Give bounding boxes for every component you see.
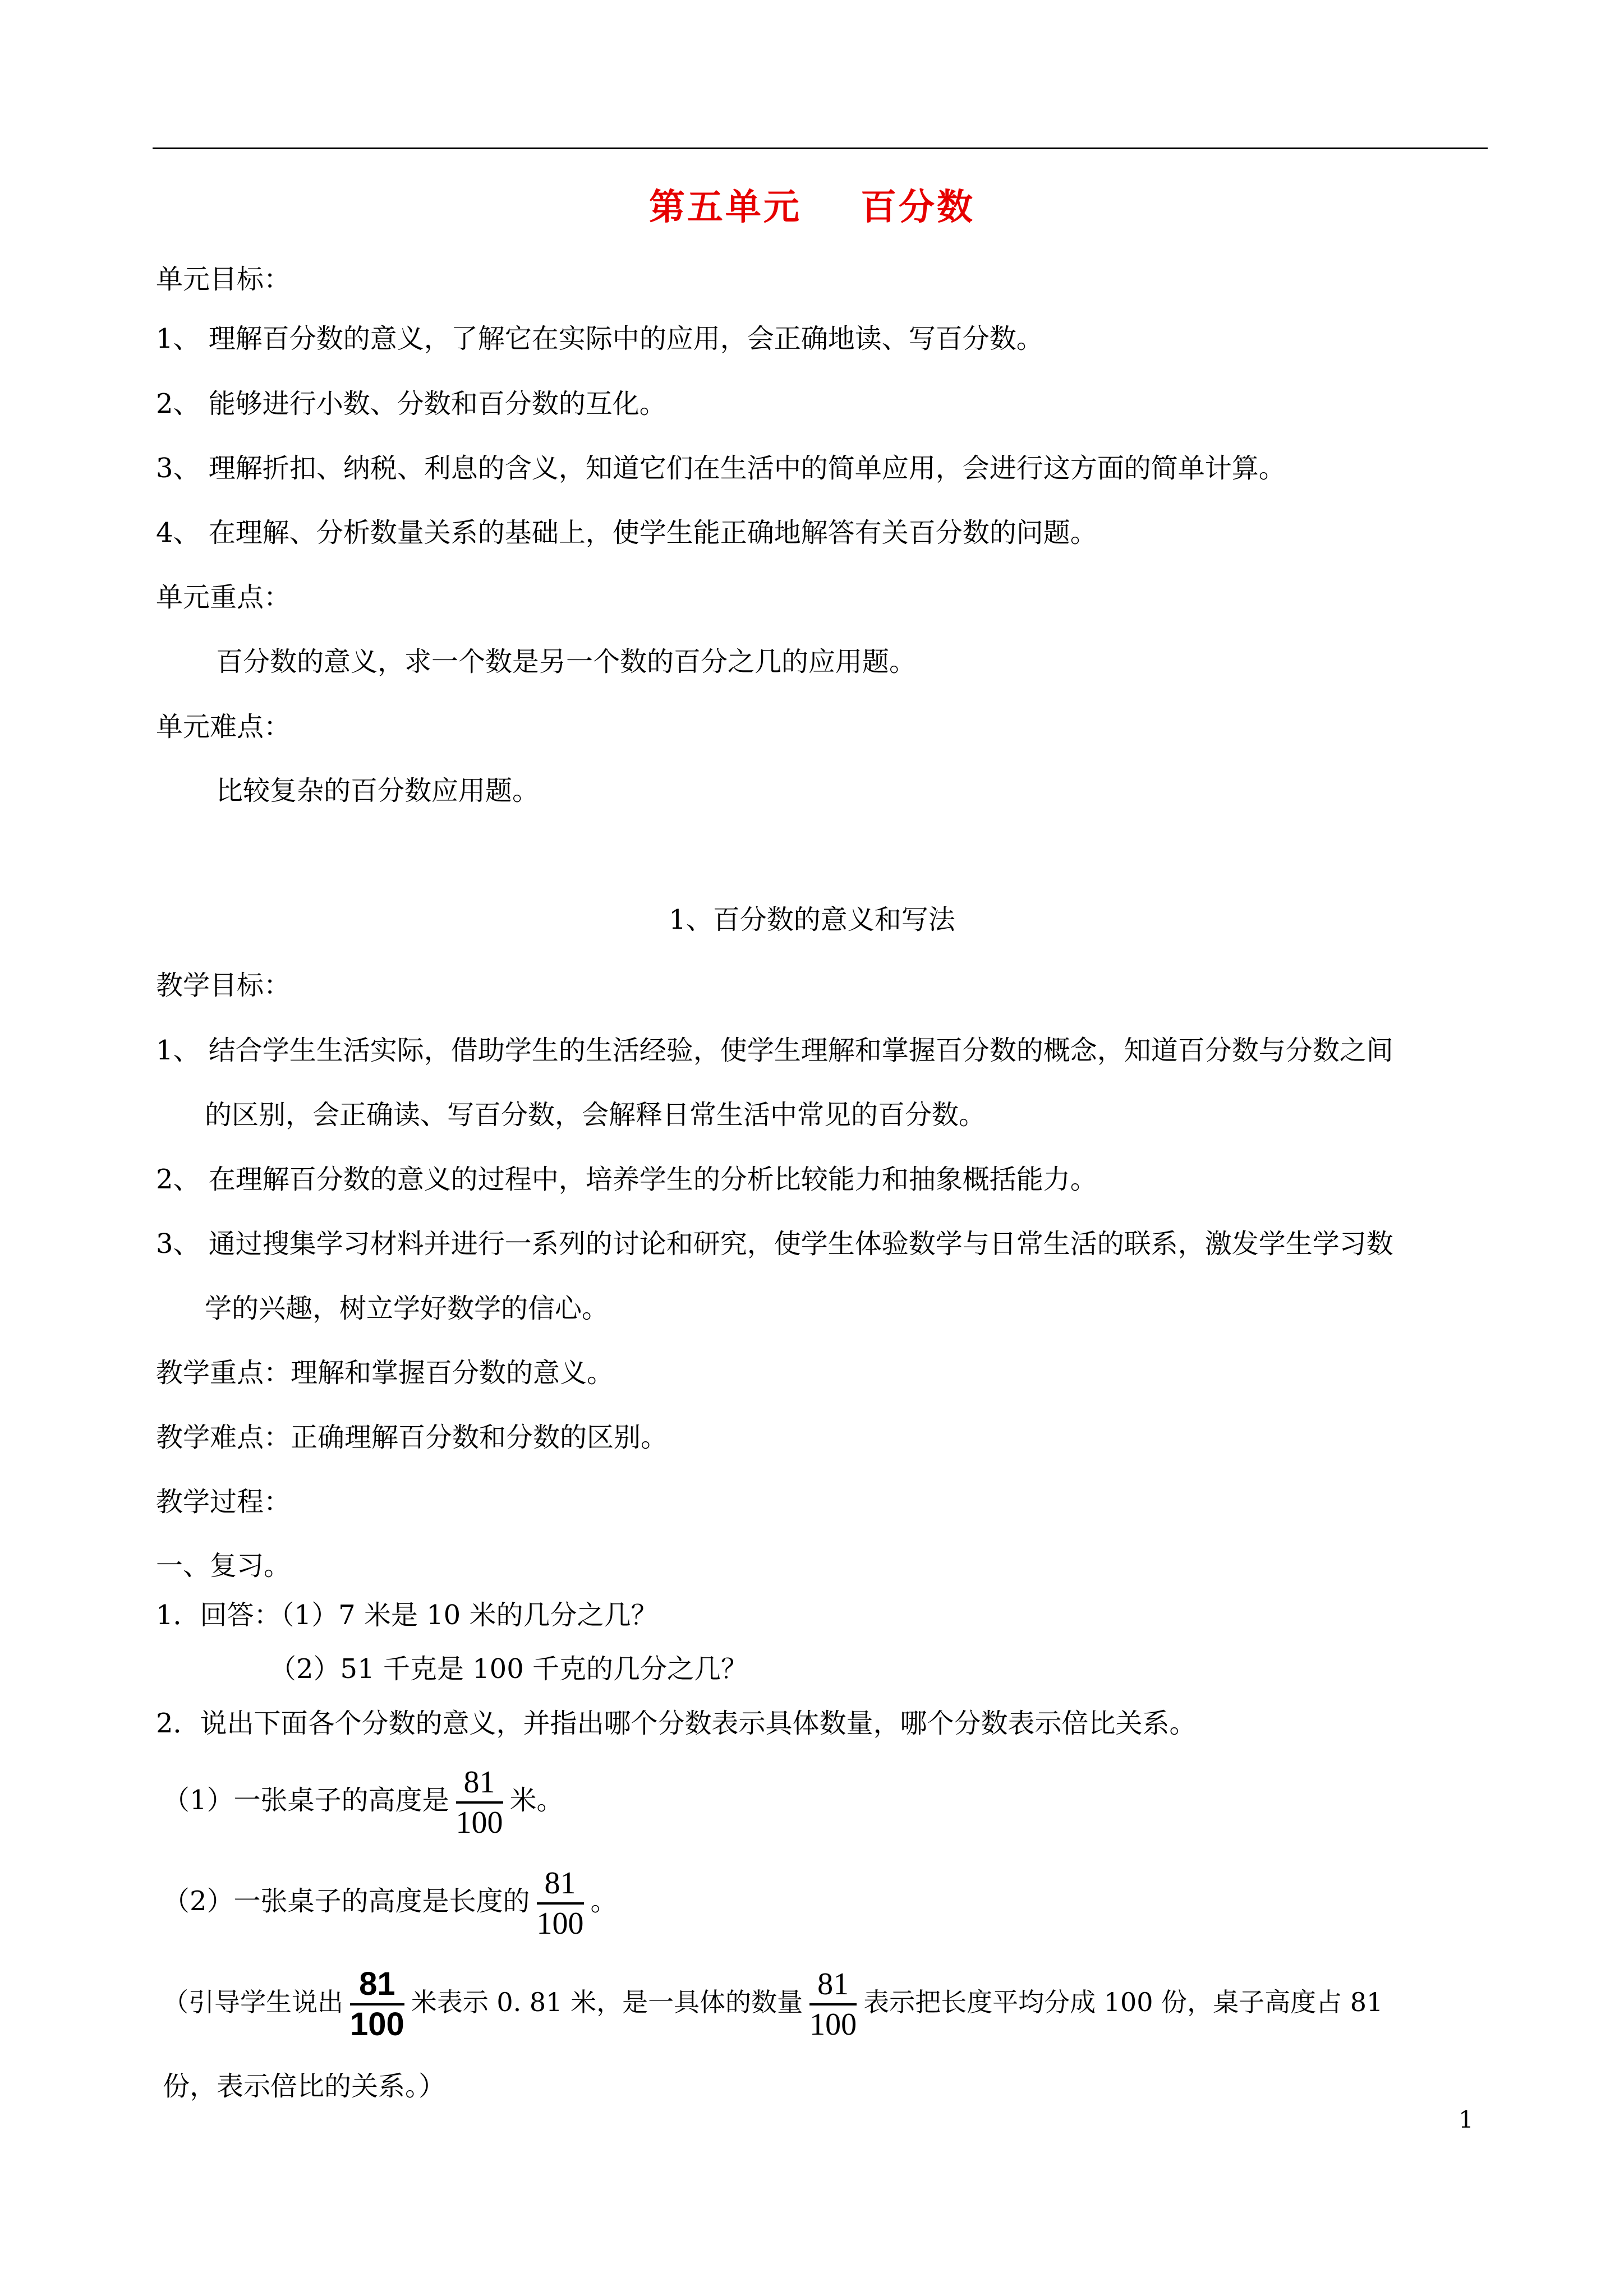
lesson-process: 教学过程： (156, 1486, 291, 1518)
review-question-1b: （2）51 千克是 100 千克的几分之几？ (269, 1653, 748, 1685)
lesson-goal-3b: 学的兴趣，树立学好数学的信心。 (205, 1293, 609, 1324)
guide-text-pre: （引导学生说出 (163, 1987, 343, 2017)
header-rule (153, 147, 1488, 149)
fraction-bar (809, 2003, 857, 2005)
example-1 (163, 1761, 564, 1839)
fraction-denominator: 100 (536, 1906, 584, 1941)
fraction-81-100 (537, 1865, 584, 1942)
fraction-81-100 (456, 1764, 503, 1841)
fraction-numerator: 81 (463, 1764, 495, 1800)
fraction-bar (537, 1902, 584, 1905)
unit-goals-heading: 单元目标： (156, 264, 291, 295)
fraction-bar (456, 1801, 503, 1804)
lesson-goals-heading: 教学目标： (156, 970, 291, 1001)
guide-line-1 (163, 1963, 1383, 2041)
unit-goal-3: 3、 理解折扣、纳税、利息的含义，知道它们在生活中的简单应用，会进行这方面的简单计算。 (156, 453, 1286, 484)
example-2 (163, 1862, 618, 1940)
fraction-numerator: 81 (359, 1966, 395, 2002)
example-2-end: 。 (590, 1885, 618, 1917)
page-number: 1 (1459, 2106, 1474, 2133)
unit-difficulty-heading: 单元难点： (156, 711, 291, 743)
fraction-numerator: 81 (544, 1865, 576, 1901)
lesson-difficulty: 教学难点：正确理解百分数和分数的区别。 (156, 1422, 668, 1453)
example-1-text: （1）一张桌子的高度是 (163, 1785, 449, 1816)
lesson-key: 教学重点：理解和掌握百分数的意义。 (156, 1357, 614, 1389)
fraction-81-100-bold (350, 1966, 404, 2043)
fraction-numerator: 81 (817, 1967, 849, 2002)
example-2-text: （2）一张桌子的高度是长度的 (163, 1885, 530, 1917)
fraction-81-100 (809, 1966, 857, 2043)
unit-key-heading: 单元重点： (156, 582, 291, 613)
lesson-goal-2: 2、 在理解百分数的意义的过程中，培养学生的分析比较能力和抽象概括能力。 (156, 1164, 1097, 1195)
unit-goal-4: 4、 在理解、分析数量关系的基础上，使学生能正确地解答有关百分数的问题。 (156, 517, 1097, 548)
fraction-bar (350, 2003, 404, 2005)
review-heading: 一、复习。 (156, 1550, 291, 1582)
fraction-denominator: 100 (350, 2006, 404, 2043)
lesson-goal-3a: 3、 通过搜集学习材料并进行一系列的讨论和研究，使学生体验数学与日常生活的联系，激发学生学习数 (156, 1228, 1393, 1260)
lesson-title: 1、百分数的意义和写法 (669, 904, 955, 935)
lesson-goal-1a: 1、 结合学生生活实际，借助学生的生活经验，使学生理解和掌握百分数的概念，知道百分数与分数之间 (156, 1035, 1393, 1066)
guide-text-mid: 米表示 0. 81 米，是一具体的数量 (411, 1987, 803, 2017)
unit-key-text: 百分数的意义，求一个数是另一个数的百分之几的应用题。 (216, 646, 917, 677)
fraction-denominator: 100 (456, 1805, 503, 1840)
fraction-denominator: 100 (809, 2007, 857, 2042)
lesson-goal-1b: 的区别，会正确读、写百分数，会解释日常生活中常见的百分数。 (205, 1099, 986, 1131)
guide-line-2: 份，表示倍比的关系。） (163, 2071, 446, 2102)
review-question-1a: 1．回答：（1）7 米是 10 米的几分之几？ (156, 1599, 658, 1631)
page-title: 第五单元 百分数 (648, 186, 976, 228)
review-question-2: 2．说出下面各个分数的意义，并指出哪个分数表示具体数量，哪个分数表示倍比关系。 (156, 1708, 1197, 1739)
unit-goal-2: 2、 能够进行小数、分数和百分数的互化。 (156, 388, 666, 419)
unit-difficulty-text: 比较复杂的百分数应用题。 (216, 775, 540, 806)
example-1-unit: 米。 (509, 1785, 564, 1816)
unit-goal-1: 1、 理解百分数的意义，了解它在实际中的应用，会正确地读、写百分数。 (156, 323, 1043, 354)
guide-text-post: 表示把长度平均分成 100 份，桌子高度占 81 (863, 1987, 1383, 2017)
